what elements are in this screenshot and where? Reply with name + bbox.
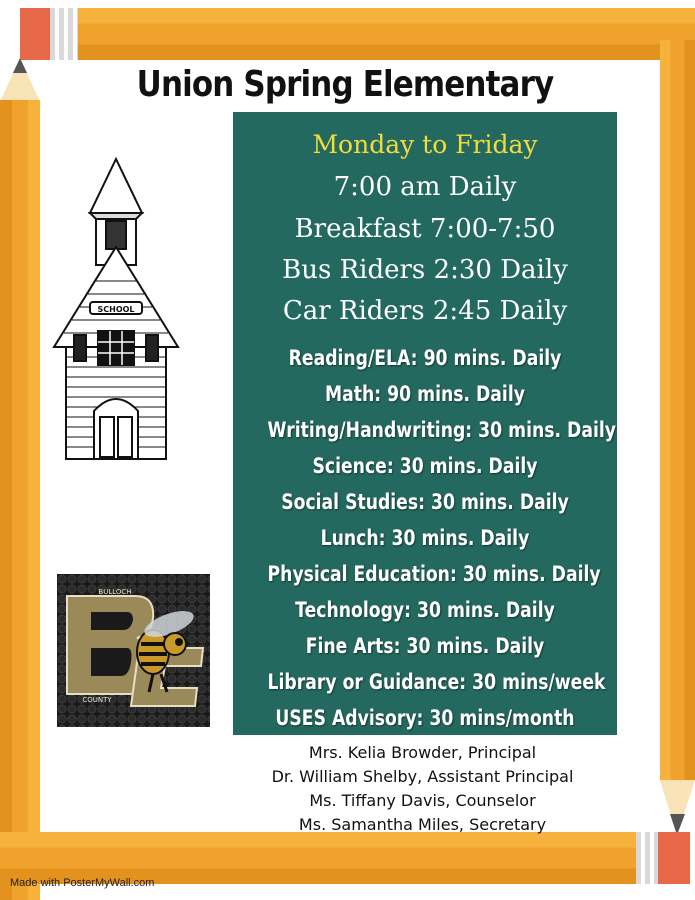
- subject-line: USES Advisory: 30 mins/month: [275, 706, 575, 730]
- pencil-top: [20, 8, 695, 60]
- staff-line: Mrs. Kelia Browder, Principal: [308, 743, 537, 762]
- staff-line: Ms. Samantha Miles, Secretary: [298, 815, 547, 834]
- pencil-ferrule: [636, 832, 658, 884]
- subject-line: Math: 90 mins. Daily: [325, 382, 525, 406]
- pencil-ferrule: [50, 8, 78, 60]
- page-title: Union Spring Elementary: [136, 64, 554, 105]
- subject-line: Library or Guidance: 30 mins/week: [267, 670, 606, 694]
- watermark[interactable]: Made with PosterMyWall.com: [10, 877, 155, 889]
- logo-top-text: BULLOCH: [98, 588, 132, 596]
- pencil-tip-icon: [660, 780, 695, 835]
- hours-line: Breakfast 7:00-7:50: [294, 214, 556, 244]
- subject-line: Physical Education: 30 mins. Daily: [267, 562, 601, 586]
- staff-line: Dr. William Shelby, Assistant Principal: [271, 767, 574, 786]
- subject-line: Reading/ELA: 90 mins. Daily: [288, 346, 562, 370]
- pencil-left: [0, 100, 40, 900]
- logo-bottom-text: COUNTY: [82, 696, 112, 704]
- subject-line: Science: 30 mins. Daily: [312, 454, 538, 478]
- pencil-right: [660, 40, 695, 780]
- subject-line: Social Studies: 30 mins. Daily: [281, 490, 569, 514]
- eraser-stripe: [658, 832, 690, 884]
- subject-line: Writing/Handwriting: 30 mins. Daily: [267, 418, 616, 442]
- hours-line: Car Riders 2:45 Daily: [282, 296, 568, 326]
- schoolhouse-icon: [50, 155, 182, 465]
- schedule-days: Monday to Friday: [312, 130, 538, 159]
- subject-line: Technology: 30 mins. Daily: [295, 598, 555, 622]
- hours-line: Bus Riders 2:30 Daily: [282, 255, 568, 285]
- bulloch-county-logo: [57, 574, 210, 727]
- eraser-stripe: [20, 8, 50, 60]
- hours-line: 7:00 am Daily: [333, 172, 517, 202]
- schoolhouse-sign: SCHOOL: [97, 305, 135, 314]
- staff-line: Ms. Tiffany Davis, Counselor: [309, 791, 536, 810]
- subject-line: Fine Arts: 30 mins. Daily: [305, 634, 545, 658]
- schedule-panel: [233, 112, 617, 735]
- subject-line: Lunch: 30 mins. Daily: [320, 526, 530, 550]
- pencil-tip-icon: [0, 58, 40, 102]
